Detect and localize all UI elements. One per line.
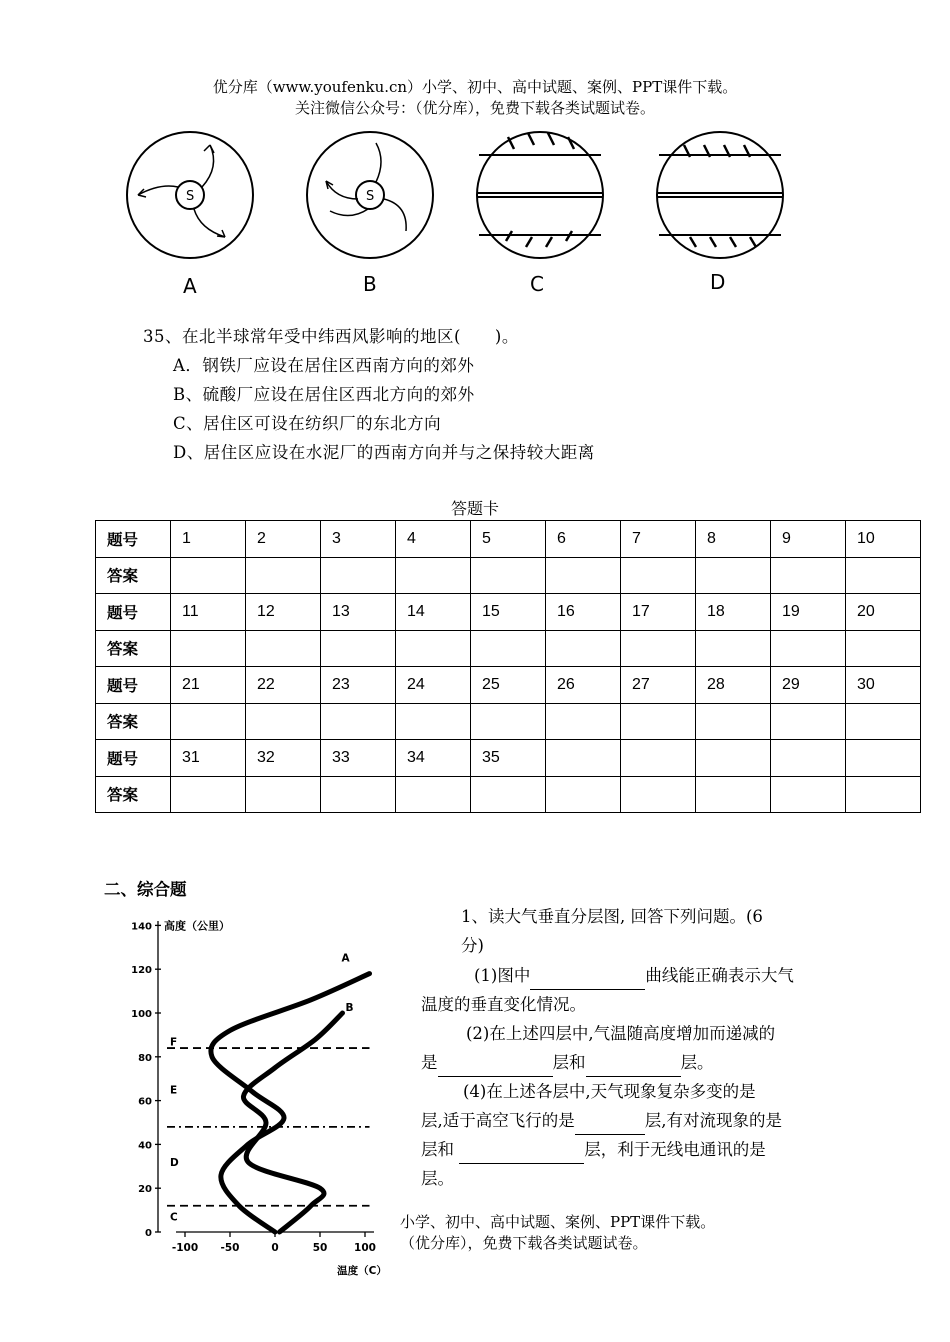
blank-layer-1[interactable] (438, 1058, 553, 1077)
answer-cell[interactable] (846, 630, 921, 667)
answer-cell[interactable] (696, 776, 771, 813)
y-tick-label: 40 (138, 1140, 152, 1152)
answer-cell[interactable] (546, 630, 621, 667)
question-number-cell: 23 (321, 667, 396, 704)
pressure-wind-diagrams (115, 125, 835, 305)
answer-cell[interactable] (171, 703, 246, 740)
question-number-cell: 16 (546, 594, 621, 631)
row-label-answer: 答案 (96, 630, 171, 667)
answer-cell[interactable] (471, 776, 546, 813)
q1-part2-line-2: 是 层和 层。 (421, 1048, 714, 1077)
answer-cell[interactable] (321, 557, 396, 594)
answer-card-answer-row (96, 776, 921, 813)
question-number-cell: 13 (321, 594, 396, 631)
answer-cell[interactable] (471, 557, 546, 594)
q1-part4-line: (4)在上述各层中,天气现象复杂多变的是 (463, 1082, 756, 1101)
answer-card-answer-row (96, 630, 921, 667)
question-number-cell: 26 (546, 667, 621, 704)
question-number-cell: 32 (246, 740, 321, 777)
question-number-cell: 22 (246, 667, 321, 704)
row-label-number: 题号 (96, 594, 171, 631)
header-line-2: 关注微信公众号：（优分库），免费下载各类试题试卷。 (294, 99, 655, 117)
q35-option-b: B、硫酸厂应设在居住区西北方向的郊外 (173, 385, 475, 404)
answer-cell[interactable] (696, 557, 771, 594)
q1-part1-line: (1)图中 曲线能正确表示大气 (474, 961, 794, 990)
answer-card-number-row (96, 667, 921, 704)
answer-cell[interactable] (246, 630, 321, 667)
blank-flight-layer[interactable] (575, 1116, 645, 1135)
answer-cell[interactable] (846, 703, 921, 740)
x-tick-label: 50 (312, 1242, 328, 1254)
question-number-cell: 19 (771, 594, 846, 631)
answer-cell[interactable] (621, 776, 696, 813)
layer-label-f: F (170, 1036, 178, 1049)
row-label-number: 题号 (96, 667, 171, 704)
question-number-cell (621, 740, 696, 777)
row-label-answer: 答案 (96, 703, 171, 740)
question-number-cell: 3 (321, 521, 396, 558)
answer-cell[interactable] (396, 703, 471, 740)
y-tick-label: 120 (131, 965, 152, 977)
answer-card-answer-row (96, 557, 921, 594)
answer-cell[interactable] (771, 557, 846, 594)
q1-part1-line-2: 温度的垂直变化情况。 (421, 995, 586, 1014)
question-number-cell: 14 (396, 594, 471, 631)
answer-cell[interactable] (621, 630, 696, 667)
diagram-d (657, 132, 783, 258)
question-number-cell: 12 (246, 594, 321, 631)
question-number-cell: 6 (546, 521, 621, 558)
answer-cell[interactable] (546, 557, 621, 594)
question-number-cell: 4 (396, 521, 471, 558)
answer-cell[interactable] (846, 557, 921, 594)
question-number-cell: 24 (396, 667, 471, 704)
question-number-cell: 1 (171, 521, 246, 558)
answer-cell[interactable] (171, 776, 246, 813)
q1-part4-line-4: 层。 (421, 1169, 454, 1188)
atmosphere-layer-chart (130, 912, 400, 1282)
diagram-b (307, 132, 433, 258)
answer-cell[interactable] (696, 703, 771, 740)
y-tick-label: 140 (131, 921, 152, 933)
label-a: A (183, 274, 197, 298)
diagram-c (477, 132, 603, 258)
layer-label-e: E (170, 1084, 178, 1097)
answer-cell[interactable] (246, 776, 321, 813)
answer-cell[interactable] (696, 630, 771, 667)
question-number-cell: 8 (696, 521, 771, 558)
section-2-title: 二、综合题 (104, 880, 187, 899)
answer-cell[interactable] (621, 703, 696, 740)
q35-stem: 35、在北半球常年受中纬西风影响的地区( )。 (143, 327, 519, 346)
question-number-cell (696, 740, 771, 777)
y-tick-label: 0 (145, 1228, 152, 1239)
x-tick-label: -100 (171, 1242, 199, 1254)
x-axis-label: 温度（C） (337, 1265, 387, 1277)
question-number-cell: 21 (171, 667, 246, 704)
curve-b (243, 1013, 342, 1232)
question-number-cell: 27 (621, 667, 696, 704)
blank-layer-2[interactable] (586, 1058, 681, 1077)
answer-cell[interactable] (471, 703, 546, 740)
row-label-number: 题号 (96, 521, 171, 558)
label-b: B (363, 272, 377, 296)
answer-cell[interactable] (621, 557, 696, 594)
curve-label-b: B (345, 1002, 354, 1014)
answer-cell[interactable] (771, 703, 846, 740)
question-number-cell: 18 (696, 594, 771, 631)
answer-cell[interactable] (246, 557, 321, 594)
question-number-cell: 28 (696, 667, 771, 704)
answer-cell[interactable] (396, 776, 471, 813)
answer-card-number-row (96, 594, 921, 631)
q35-option-c: C、居住区可设在纺织厂的东北方向 (173, 414, 442, 433)
row-label-answer: 答案 (96, 776, 171, 813)
q35-option-d: D、居住区应设在水泥厂的西南方向并与之保持较大距离 (173, 443, 595, 462)
answer-card-answer-row (96, 703, 921, 740)
q35-option-a: A．钢铁厂应设在居住区西南方向的郊外 (173, 356, 475, 375)
row-label-answer: 答案 (96, 557, 171, 594)
y-axis-label: 高度（公里） (164, 919, 230, 933)
diagram-a (127, 132, 253, 258)
question-number-cell: 34 (396, 740, 471, 777)
question-number-cell: 9 (771, 521, 846, 558)
answer-card-table (95, 520, 921, 813)
answer-cell[interactable] (246, 703, 321, 740)
footer-line-2: （优分库），免费下载各类试题试卷。 (400, 1234, 648, 1252)
answer-cell[interactable] (171, 630, 246, 667)
blank-convection-layer[interactable] (459, 1145, 584, 1164)
layer-label-d: D (170, 1156, 179, 1169)
x-tick-label: 100 (354, 1242, 376, 1254)
y-tick-label: 100 (131, 1009, 152, 1020)
q1-line-2: 分) (461, 936, 484, 955)
question-number-cell: 7 (621, 521, 696, 558)
answer-cell[interactable] (471, 630, 546, 667)
x-tick-label: 0 (271, 1242, 279, 1254)
answer-cell[interactable] (396, 630, 471, 667)
row-label-number: 题号 (96, 740, 171, 777)
question-number-cell: 20 (846, 594, 921, 631)
curve-label-a: A (341, 952, 350, 965)
question-number-cell (546, 740, 621, 777)
question-number-cell: 17 (621, 594, 696, 631)
answer-cell[interactable] (846, 776, 921, 813)
svg-text:S: S (186, 189, 195, 204)
question-number-cell (846, 740, 921, 777)
answer-cell[interactable] (321, 703, 396, 740)
question-number-cell: 30 (846, 667, 921, 704)
question-number-cell (771, 740, 846, 777)
answer-cell[interactable] (321, 630, 396, 667)
question-number-cell: 35 (471, 740, 546, 777)
question-number-cell: 5 (471, 521, 546, 558)
question-number-cell: 15 (471, 594, 546, 631)
header-line-1: 优分库（www.youfenku.cn）小学、初中、高中试题、案例、PPT课件下载。 (212, 78, 738, 96)
x-tick-label: -50 (220, 1242, 240, 1254)
question-number-cell: 11 (171, 594, 246, 631)
answer-card-number-row (96, 521, 921, 558)
y-tick-label: 20 (138, 1184, 152, 1196)
footer-line-1: 小学、初中、高中试题、案例、PPT课件下载。 (400, 1213, 716, 1231)
blank-curve[interactable] (530, 971, 645, 990)
label-c: C (530, 272, 544, 296)
answer-cell[interactable] (546, 703, 621, 740)
question-number-cell: 29 (771, 667, 846, 704)
question-number-cell: 33 (321, 740, 396, 777)
answer-cell[interactable] (171, 557, 246, 594)
answer-cell[interactable] (771, 776, 846, 813)
label-d: D (710, 270, 726, 294)
svg-text:S: S (366, 189, 375, 204)
question-number-cell: 10 (846, 521, 921, 558)
question-number-cell: 2 (246, 521, 321, 558)
question-number-cell: 31 (171, 740, 246, 777)
answer-cell[interactable] (771, 630, 846, 667)
q1-part4-line-3: 层和 层，利于无线电通讯的是 (421, 1135, 766, 1164)
answer-card-title: 答题卡 (450, 499, 499, 518)
y-tick-label: 60 (138, 1096, 152, 1108)
answer-card-number-row (96, 740, 921, 777)
question-number-cell: 25 (471, 667, 546, 704)
answer-cell[interactable] (321, 776, 396, 813)
q1-line-1: 1、读大气垂直分层图, 回答下列问题。(6 (461, 907, 763, 926)
layer-label-c: C (170, 1211, 178, 1224)
q1-part4-line-2: 层,适于高空飞行的是 层,有对流现象的是 (421, 1106, 782, 1135)
answer-cell[interactable] (546, 776, 621, 813)
q1-part2-line: (2)在上述四层中,气温随高度增加而递减的 (466, 1024, 776, 1043)
answer-cell[interactable] (396, 557, 471, 594)
y-tick-label: 80 (138, 1052, 152, 1064)
